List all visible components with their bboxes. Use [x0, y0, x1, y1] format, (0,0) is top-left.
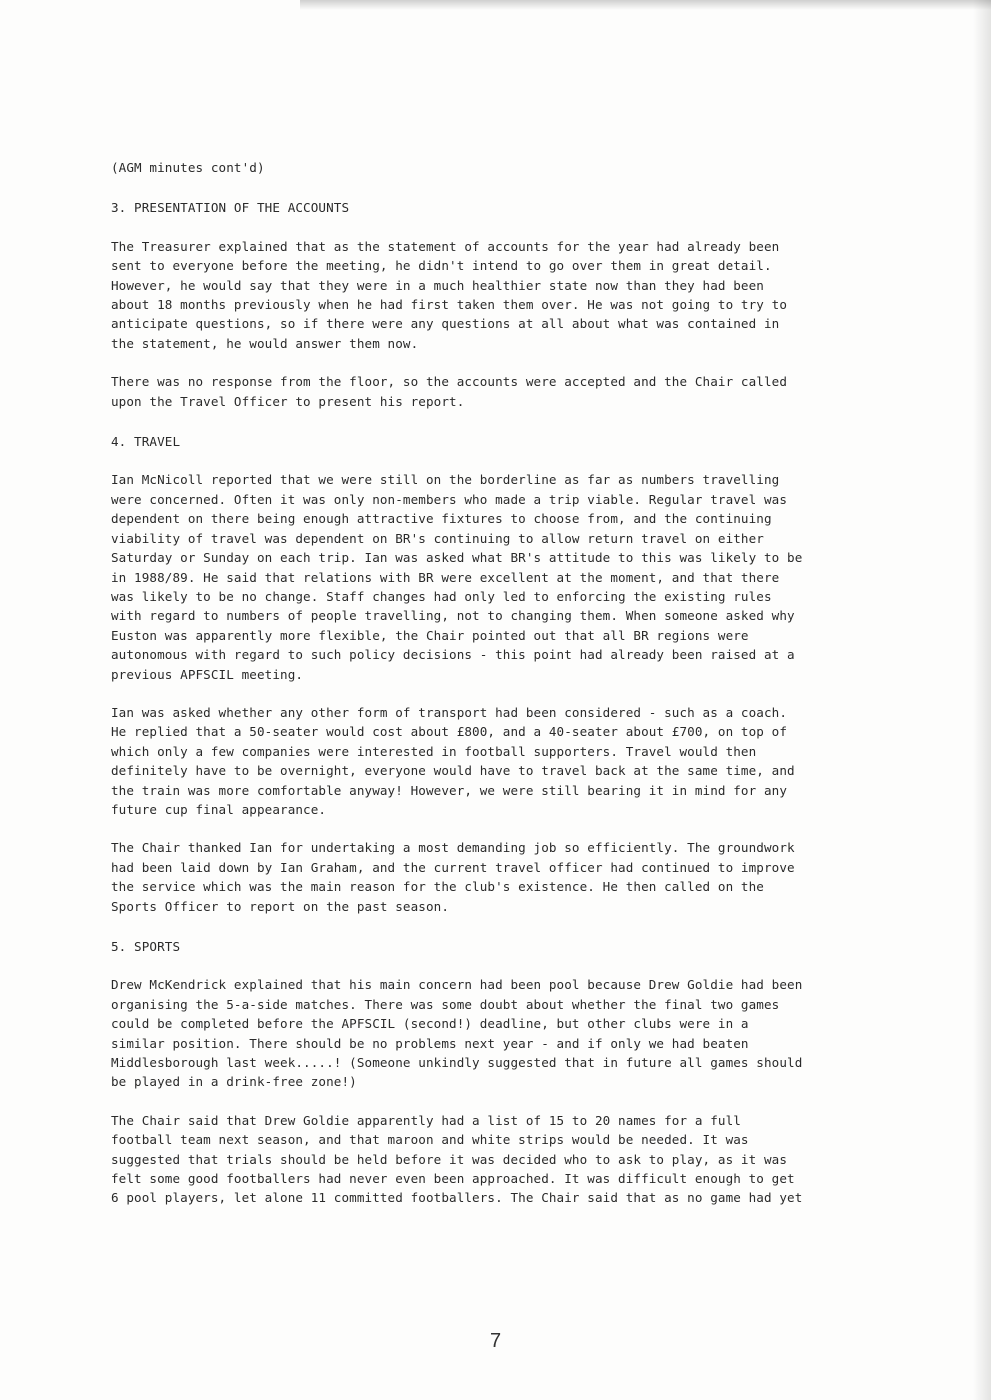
- text-line: sent to everyone before the meeting, he didn't intend to go over them in great detail.: [111, 258, 772, 274]
- text-line: Ian McNicoll reported that we were still on the borderline as far as numbers travelling: [111, 472, 780, 488]
- text-line: the statement, he would answer them now.: [111, 335, 419, 351]
- text-line: anticipate questions, so if there were any questions at all about what was contained in: [111, 316, 780, 332]
- text-line: upon the Travel Officer to present his report.: [111, 393, 465, 409]
- minutes-body: [111, 158, 841, 1208]
- text-line: The Chair thanked Ian for undertaking a most demanding job so efficiently. The groundwork: [111, 840, 795, 856]
- text-line: the train was more comfortable anyway! However, we were still bearing it in mind for any: [111, 782, 788, 798]
- text-line: which only a few companies were interested in football supporters. Travel would then: [111, 743, 757, 759]
- paragraph: [111, 1111, 841, 1208]
- text-line: viability of travel was dependent on BR's continuing to allow return travel on either: [111, 530, 764, 546]
- section-heading-sports: 5. SPORTS: [111, 939, 181, 954]
- text-line: autonomous with regard to such policy decisions - this point had already been raised at a: [111, 647, 795, 663]
- text-line: about 18 months previously when he had first taken them over. He was not going to try to: [111, 297, 788, 313]
- text-line: suggested that trials should be held before it was decided who to ask to play, as it was: [111, 1151, 788, 1167]
- page-number: 7: [489, 1330, 502, 1352]
- text-line: organising the 5-a-side matches. There was some doubt about whether the final two games: [111, 996, 780, 1012]
- scan-edge-shadow: [973, 0, 991, 1400]
- continuation-header: (AGM minutes cont'd): [111, 160, 265, 175]
- text-line: was likely to be no change. Staff changes had only led to enforcing the existing rules: [111, 588, 772, 604]
- text-line: He replied that a 50-seater would cost about £800, and a 40-seater about £700, on top of: [111, 724, 788, 740]
- text-line: football team next season, and that maroon and white strips would be needed. It was: [111, 1132, 749, 1148]
- text-line: similar position. There should be no problems next year - and if only we had beaten: [111, 1035, 749, 1051]
- text-line: There was no response from the floor, so the accounts were accepted and the Chair called: [111, 374, 788, 390]
- text-line: The Chair said that Drew Goldie apparently had a list of 15 to 20 names for a full: [111, 1112, 741, 1128]
- text-line: Drew McKendrick explained that his main concern had been pool because Drew Goldie had been: [111, 977, 803, 993]
- text-line: previous APFSCIL meeting.: [111, 666, 304, 682]
- text-line: definitely have to be overnight, everyone would have to travel back at the same time, and: [111, 763, 795, 779]
- text-line: Saturday or Sunday on each trip. Ian was asked what BR's attitude to this was likely to be: [111, 550, 803, 566]
- text-line: be played in a drink-free zone!): [111, 1074, 357, 1090]
- paragraph: [111, 372, 841, 411]
- text-line: could be completed before the APFSCIL (second!) deadline, but other clubs were in a: [111, 1016, 749, 1032]
- paragraph: [111, 470, 841, 683]
- paragraph: [111, 975, 841, 1091]
- paragraph: [111, 237, 841, 353]
- section-heading-travel: 4. TRAVEL: [111, 434, 181, 450]
- text-line: Ian was asked whether any other form of transport had been considered - such as a coach.: [111, 704, 788, 720]
- paragraph: [111, 838, 841, 916]
- section-heading-accounts: 3. PRESENTATION OF THE ACCOUNTS: [111, 200, 350, 216]
- text-line: future cup final appearance.: [111, 801, 327, 817]
- text-line: had been laid down by Ian Graham, and the current travel officer had continued to improve: [111, 859, 795, 875]
- text-line: felt some good footballers had never even been approached. It was difficult enough to get: [111, 1171, 795, 1187]
- text-line: The Treasurer explained that as the statement of accounts for the year had already been: [111, 238, 780, 254]
- text-line: were concerned. Often it was only non-members who made a trip viable. Regular travel was: [111, 491, 788, 507]
- text-line: dependent on there being enough attractive fixtures to choose from, and the continuing: [111, 511, 772, 527]
- text-line: the service which was the main reason for the club's existence. He then called on the: [111, 879, 764, 895]
- text-line: in 1988/89. He said that relations with BR were excellent at the moment, and that there: [111, 569, 780, 585]
- text-line: 6 pool players, let alone 11 committed footballers. The Chair said that as no game had yet: [111, 1190, 803, 1206]
- paragraph: [111, 703, 841, 819]
- scan-top-shadow: [300, 0, 991, 10]
- text-line: Euston was apparently more flexible, the Chair pointed out that all BR regions were: [111, 627, 749, 643]
- text-line: However, he would say that they were in a much healthier state now than they had been: [111, 277, 764, 293]
- text-line: with regard to numbers of people travelling, not to changing them. When someone asked why: [111, 608, 795, 624]
- text-line: Sports Officer to report on the past season.: [111, 898, 450, 914]
- text-line: Middlesborough last week.....! (Someone unkindly suggested that in future all games should: [111, 1055, 803, 1071]
